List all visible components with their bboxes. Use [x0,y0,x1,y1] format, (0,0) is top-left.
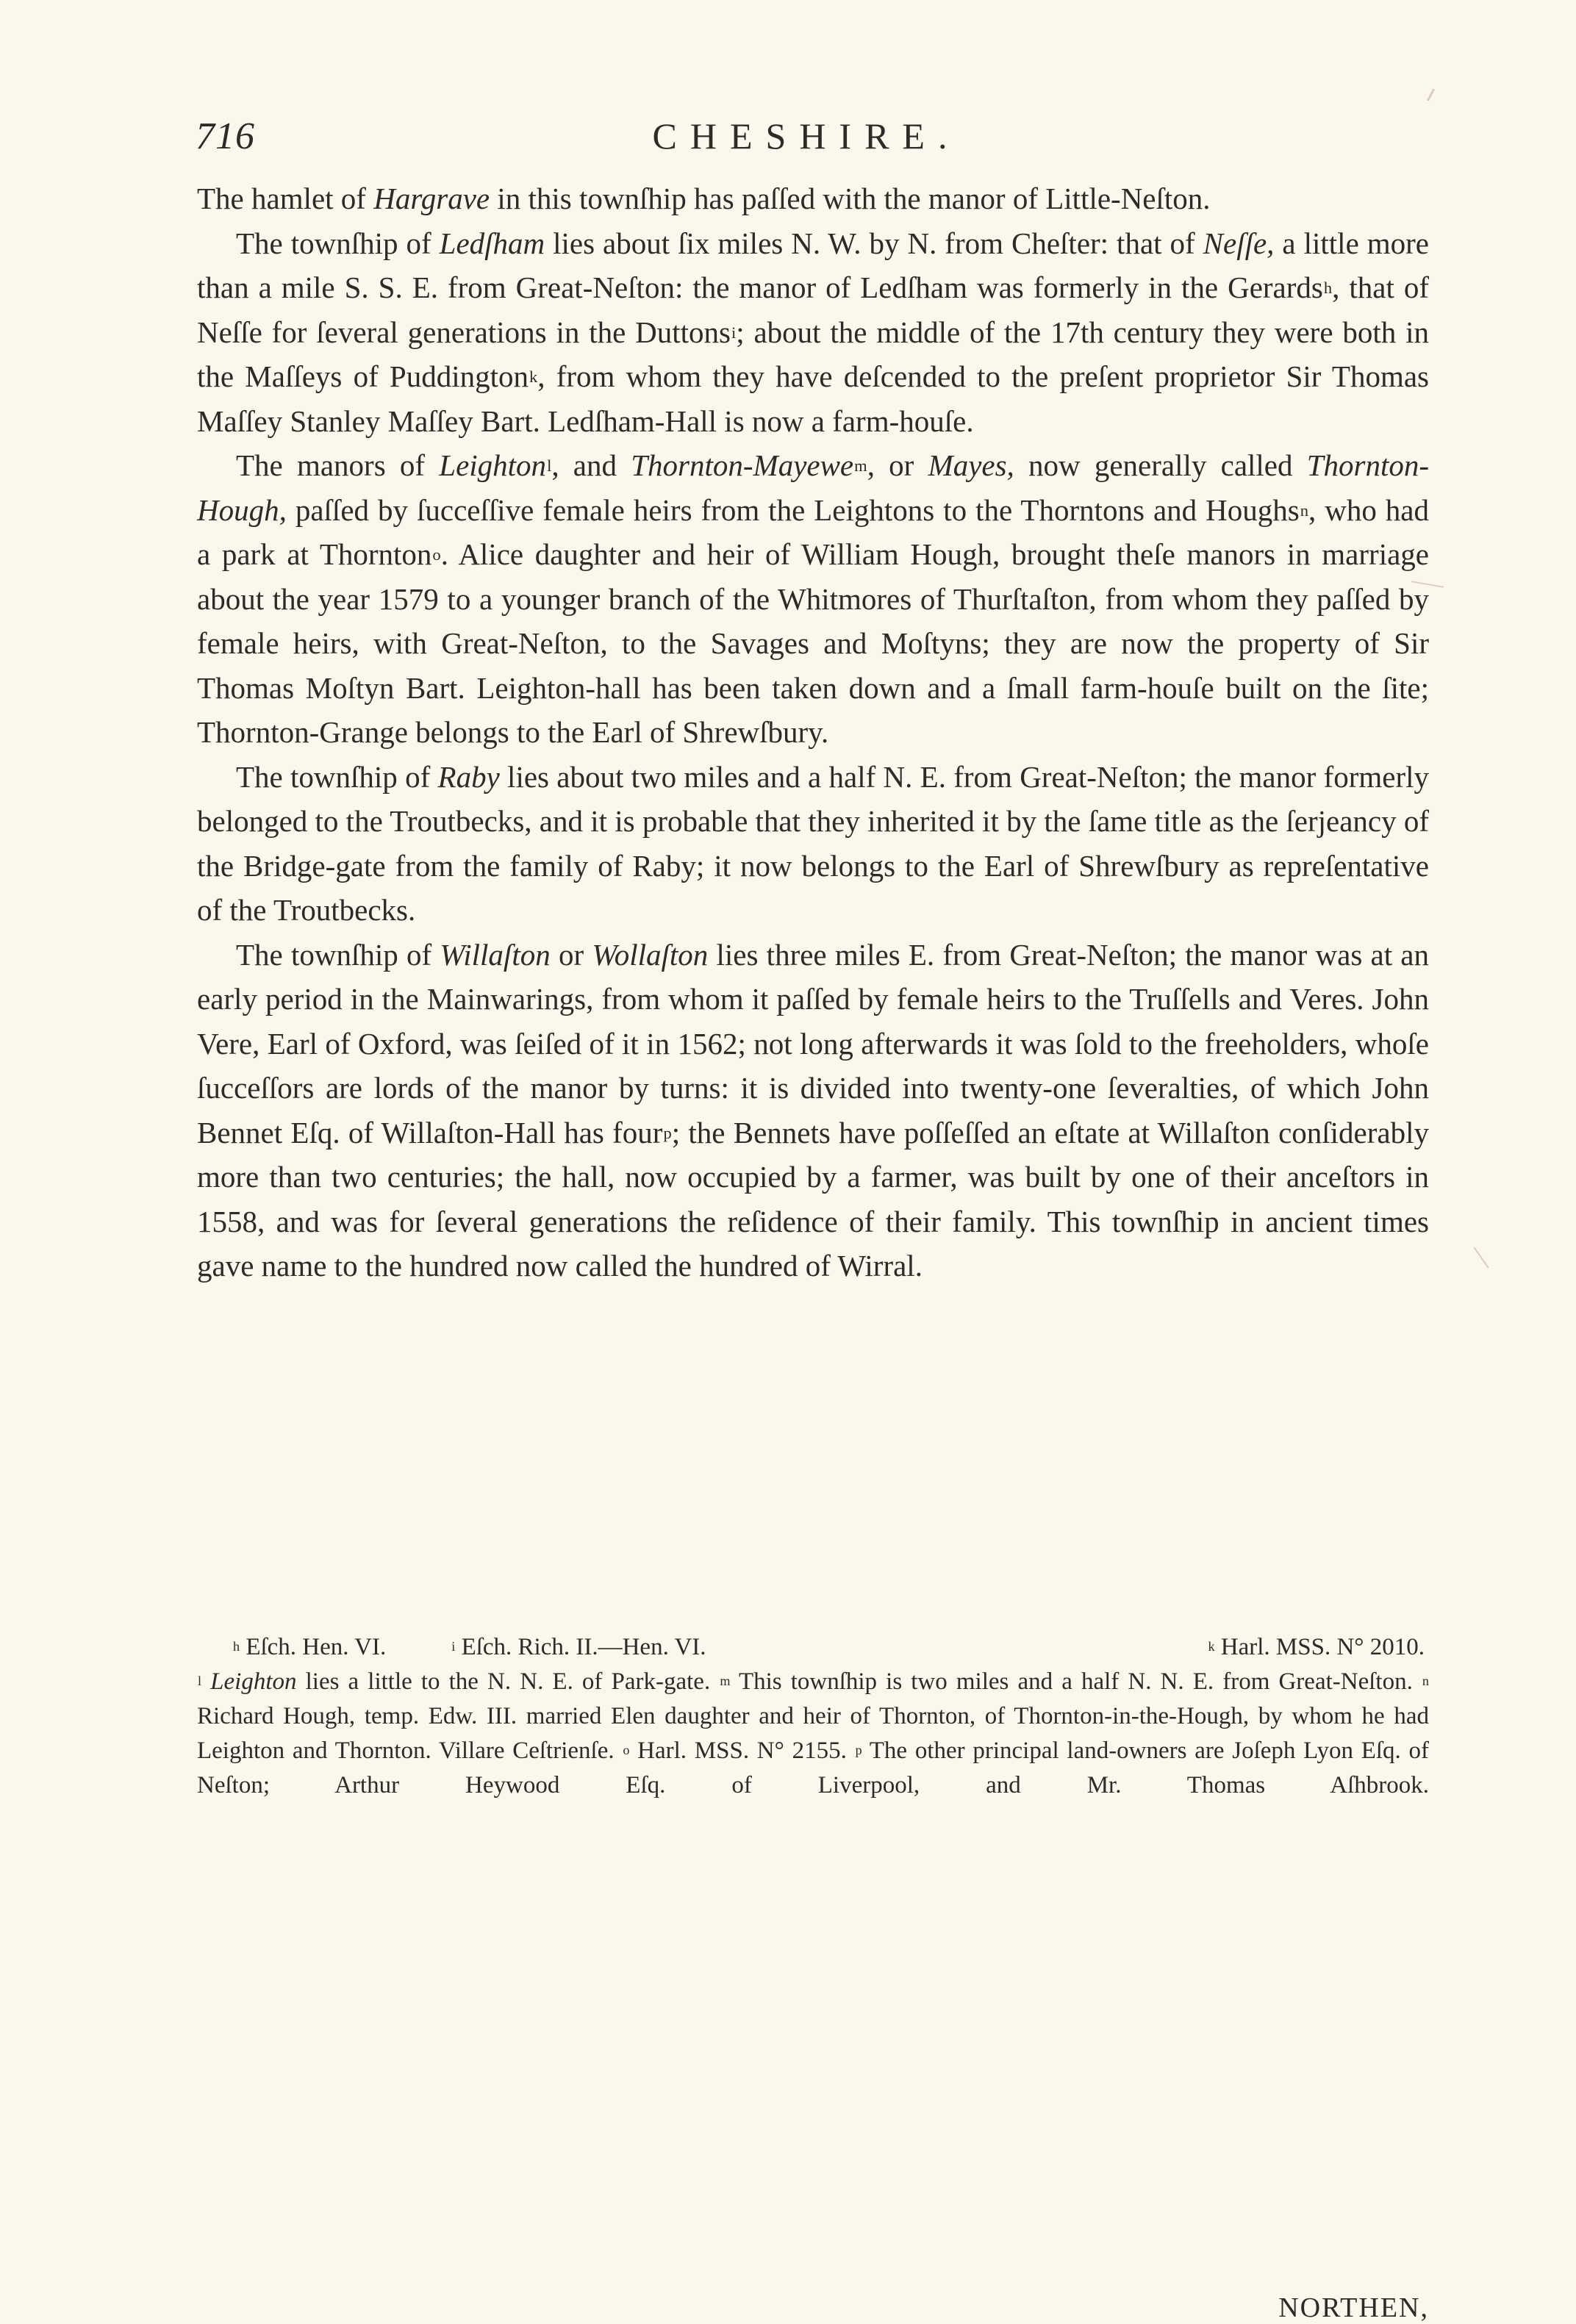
paragraph-footnote-marker: p [663,1123,672,1142]
paragraph-italic: Thornton-Mayewe [631,448,854,482]
paragraph-italic: Willaſton [440,937,551,972]
footnote-text: Harl. MSS. N° 2010. [1214,1634,1425,1660]
paragraph [197,933,1429,1288]
footnote [232,1630,386,1665]
paragraph-italic: Ledſham [439,226,545,260]
paragraph-text: ; the Bennets have poſſeſſed an eſtate at Willaſton conſiderably more than two centuries; the hall, now occupied by a farmer, was built by one of their anceſtors in 1558, and was for ſeveral generations the reſidence of their family. This townſhip in ancient times gave name to the hundred now called the hundred of Wirral. [197,1115,1429,1283]
paragraph-text: The hamlet of [197,182,374,215]
footnote-footnote-marker: p [855,1743,862,1758]
footnote [451,1630,706,1665]
paragraph-text: lies about two miles and a half N. E. from Great-Neſton; the manor formerly belonged to the Troutbecks, and it is probable that they inherited it by the ſame title as the ſerjeancy of the Bridge-gate from the family of Raby; it now belongs to the Earl of Shrewſbury as repreſentative of the Troutbecks. [197,759,1430,927]
paragraph-italic: Hargrave [373,182,490,215]
paragraph-footnote-marker: m [854,456,867,476]
paragraph-text: in this townſhip has paſſed with the manor of Little-Neſton. [490,182,1211,215]
paragraph-footnote-marker: i [731,323,737,342]
footnote-row [197,1630,1429,1665]
footnotes [197,1630,1429,1803]
footnote-text: This townſhip is two miles and a half N. N. E. from Great-Neſton. [730,1668,1422,1695]
footnote-marker: i [451,1639,456,1654]
main-text [197,176,1429,1288]
paragraph-italic: Thornton-Hough, [197,448,1430,527]
paragraph-footnote-marker: n [1300,501,1308,520]
paragraph-text: or [550,937,592,972]
footnote-marker: k [1208,1639,1215,1654]
paragraph-text: The townſhip of [236,937,440,972]
footnote-italic: Leighton [210,1668,297,1695]
paragraph-italic: Raby [437,759,500,794]
footnote-text: The other principal land-owners are Joſeph Lyon Eſq. of Neſton; Arthur Heywood Eſq. of Liverpool, and Mr. Thomas Aſhbrook. [197,1737,1430,1798]
footnote-footnote-marker: o [623,1743,630,1758]
paragraph [197,443,1429,755]
footnote-text: lies a little to the N. N. E. of Park-gate. [296,1668,720,1695]
paragraph [197,221,1429,444]
paragraph-text: The townſhip of [236,226,440,260]
footnote-text: Eſch. Rich. II.—Hen. VI. [455,1634,706,1660]
paragraph [197,755,1429,933]
paragraph-italic: Mayes, [928,448,1014,482]
paragraph-text: , and [551,448,631,482]
paragraph-footnote-marker: o [432,545,441,564]
page-number: 716 [196,115,255,157]
paragraph-text: lies about ſix miles N. W. by N. from Cheſter: that of [545,226,1203,260]
paragraph-text: . Alice daughter and heir of William Hough, brought theſe manors in marriage about the year 1579 to a younger branch of the Whitmores of Thurſtaſton, from whom they paſſed by female heirs, with Great-Neſton, to the Savages and Moſtyns; they are now the property of Sir Thomas Moſtyn Bart. Leighton-hall has been taken down and a ſmall farm-houſe built on the ſite; Thornton-Grange belongs to the Earl of Shrewſbury. [197,537,1429,749]
footnote-text: Harl. MSS. N° 2155. [629,1737,855,1764]
footnote-marker: h [233,1639,240,1654]
paragraph-text: a little more than a mile S. S. E. from Great-Neſton: the manor of Ledſham was formerly in the Gerards [197,226,1429,304]
paragraph-text: The townſhip of [236,759,438,794]
page-speck [1473,1247,1489,1269]
running-title: CHESHIRE. [652,115,961,157]
footnote-footnote-marker: m [720,1674,731,1689]
footnote-text: Eſch. Hen. VI. [240,1634,387,1660]
paragraph-footnote-marker: l [547,456,552,476]
paragraph-footnote-marker: k [529,367,538,387]
footnote-paragraph [197,1665,1429,1803]
page-speck [1427,88,1435,101]
footnote-footnote-marker: n [1422,1674,1429,1689]
paragraph-text: now generally called [1014,448,1307,482]
paragraph-text: paſſed by ſucceſſive female heirs from the Leightons to the Thorntons and Houghs [286,492,1300,527]
paragraph-text: , who had a park at Thornton [197,492,1430,571]
paragraph-text: The manors of [236,448,440,482]
footnote-text: Richard Hough, temp. Edw. III. married Elen daughter and heir of Thornton, of Thornton-in-the-Hough, by whom he had Leighton and Thornton. Villare Ceſtrienſe. [197,1703,1429,1764]
footnote-footnote-marker: l [198,1674,202,1689]
paragraph-italic: Wollaſton [592,937,709,972]
running-head [196,110,1432,162]
paragraph-text: , that of Neſſe for ſeveral generations in the Duttons [197,270,1429,349]
paragraph-footnote-marker: h [1323,279,1333,298]
paragraph-italic: Leighton [439,448,547,482]
paragraph-text: , from whom they have deſcended to the preſent proprietor Sir Thomas Maſſey Stanley Maſſey Bart. Ledſham-Hall is now a farm-houſe. [197,359,1430,438]
catchword: NORTHEN, [1278,2292,1429,2323]
paragraph-text: ; about the middle of the 17th century they were both in the Maſſeys of Puddington [197,315,1429,393]
paragraph-text: lies three miles E. from Great-Neſton; the manor was at an early period in the Mainwarings, from whom it paſſed by female heirs to the Truſſells and Veres. John Vere, Earl of Oxford, was ſeiſed of it in 1562; not long afterwards it was ſold to the freeholders, whoſe ſucceſſors are lords of the manor by turns: it is divided into twenty-one ſeveralties, of which John Bennet Eſq. of Willaſton-Hall has four [197,937,1430,1150]
footnote [1207,1630,1425,1665]
paragraph [197,176,1429,221]
paragraph-text: , or [867,448,928,482]
footnote-text [201,1668,210,1695]
paragraph-italic: Neſſe, [1203,226,1275,260]
